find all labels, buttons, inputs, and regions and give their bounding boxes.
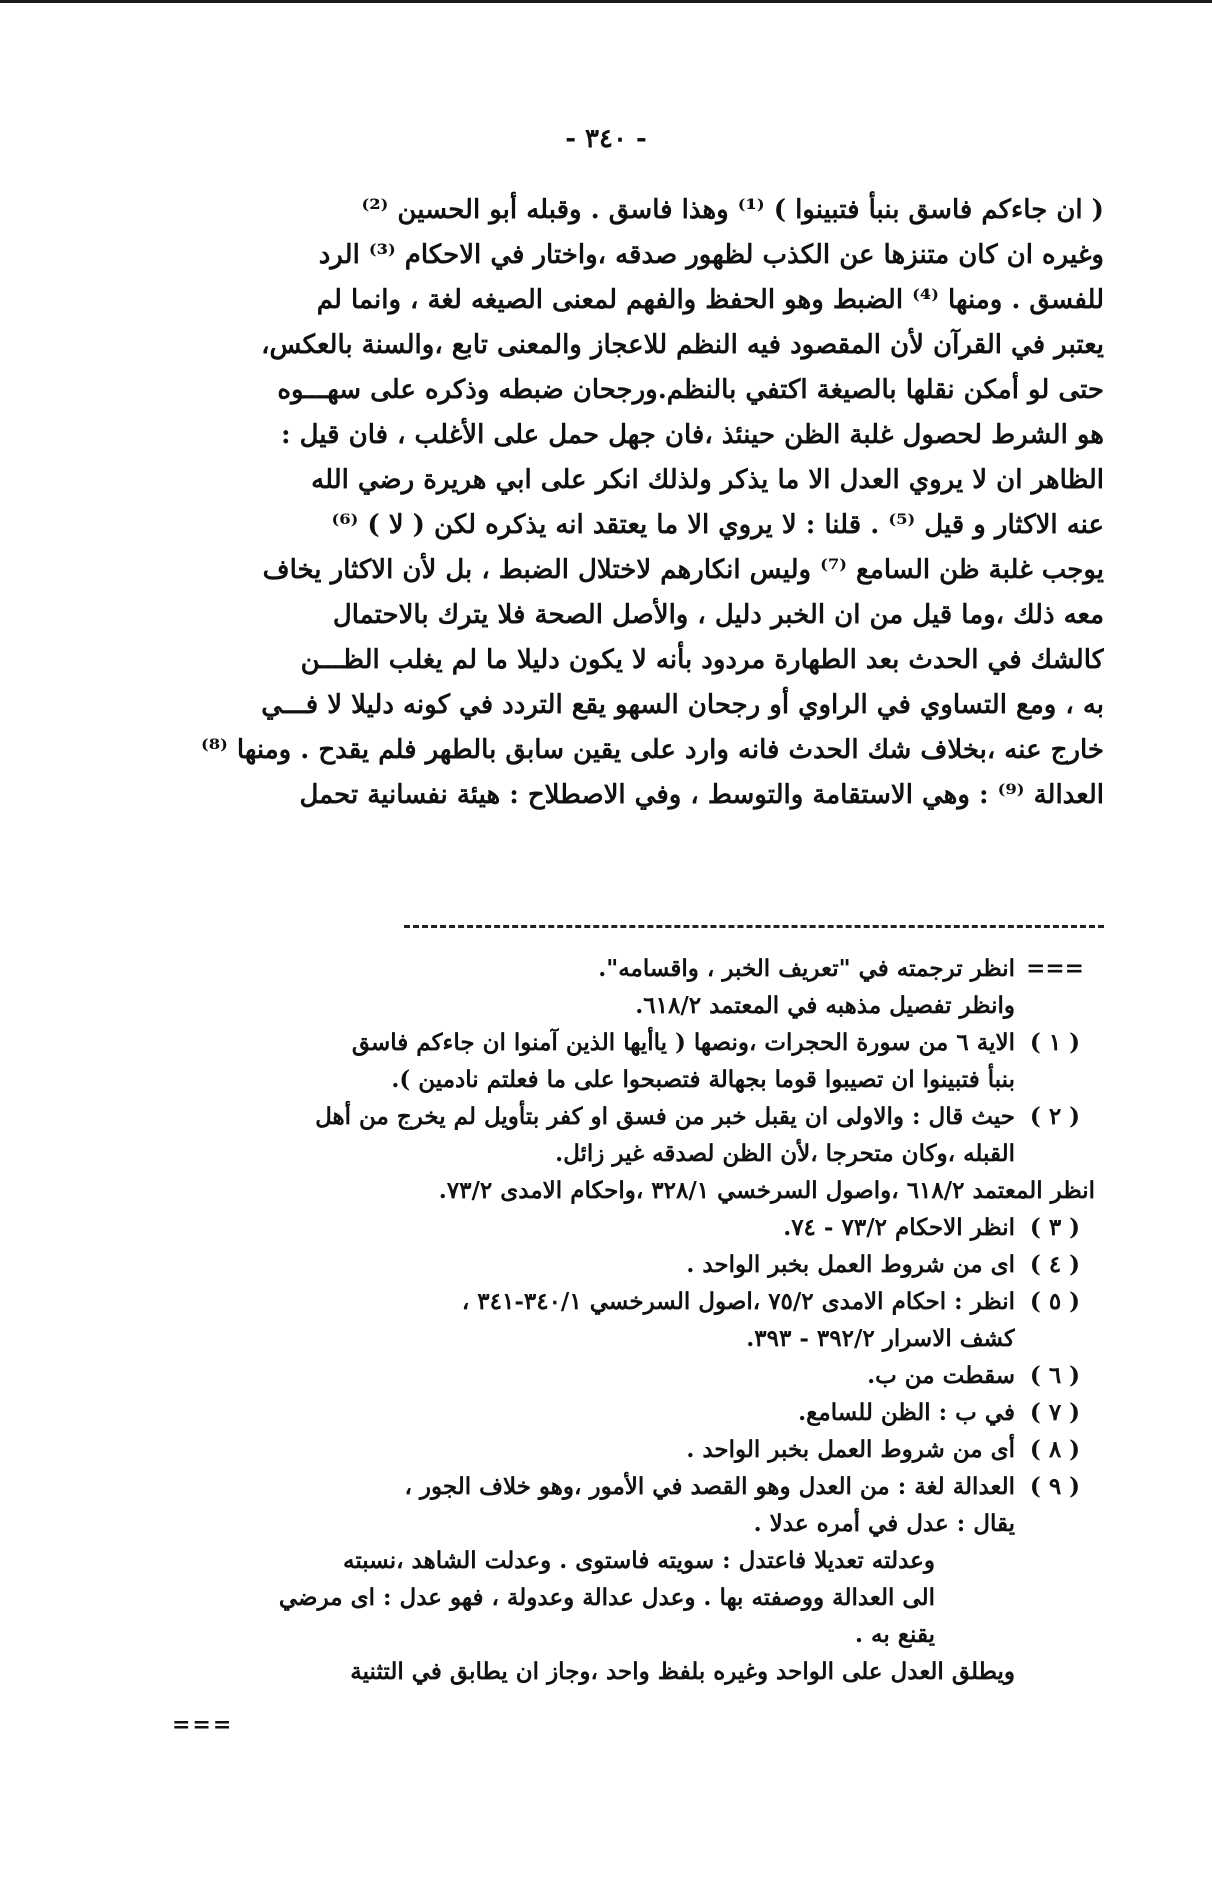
- continuation-mark: ===: [172, 1712, 234, 1738]
- body-line: عنه الاكثار و قيل ⁽⁵⁾ . قلنا : لا يروي الا ما يعتقد انه يذكره لكن ( لا ) ⁽⁶⁾: [331, 510, 1104, 540]
- footnote-line: انظر ترجمته في "تعريف الخبر ، واقسامه".: [598, 955, 1015, 982]
- footnote-line: انظر : احكام الامدى ٧٥/٢ ،اصول السرخسي ٣٤٠/١-٣٤١ ،: [461, 1288, 1015, 1315]
- body-line: هو الشرط لحصول غلبة الظن حينئذ ،فان جهل حمل على الأغلب ، فان قيل :: [280, 420, 1104, 450]
- footnote-line: العدالة لغة : من العدل وهو القصد في الأمور ،وهو خلاف الجور ،: [404, 1473, 1015, 1500]
- footnote-item: [135, 1653, 1095, 1690]
- footnote-line: الى العدالة ووصفته بها . وعدل عدالة وعدولة ، فهو عدل : اى مرضي: [278, 1584, 935, 1611]
- footnote-line: يقال : عدل في أمره عدلا .: [753, 1510, 1015, 1537]
- footnote-line: الاية ٦ من سورة الحجرات ،ونصها ( ياأيها الذين آمنوا ان جاءكم فاسق: [351, 1029, 1015, 1056]
- footnote-separator: [404, 925, 1104, 928]
- footnote-line: سقطت من ب.: [867, 1362, 1015, 1389]
- body-line: يعتبر في القرآن لأن المقصود فيه النظم للاعجاز والمعنى تابع ،والسنة بالعكس،: [261, 330, 1104, 360]
- footnote-line: وانظر تفصيل مذهبه في المعتمد ٦١٨/٢.: [635, 992, 1015, 1019]
- body-line: يوجب غلبة ظن السامع ⁽⁷⁾ وليس انكارهم لاختلال الضبط ، بل لأن الاكثار يخاف: [262, 555, 1104, 585]
- footnote-number: ( ١ ): [1029, 1029, 1081, 1056]
- footnote-text: [135, 1431, 1015, 1468]
- body-line: الظاهر ان لا يروي العدل الا ما يذكر ولذلك انكر على ابي هريرة رضي الله: [311, 465, 1104, 495]
- top-edge-line: [0, 0, 1212, 3]
- page-number: - ٣٤٠ -: [565, 124, 647, 154]
- footnote-number: ( ٨ ): [1029, 1436, 1081, 1463]
- footnote-text: [135, 1209, 1015, 1246]
- footnote-item: [135, 1542, 1095, 1653]
- footnote-text: [135, 1357, 1015, 1394]
- footnote-text: [135, 1172, 1095, 1209]
- footnote-item: [135, 1209, 1095, 1246]
- body-line: معه ذلك ،وما قيل من ان الخبر دليل ، والأصل الصحة فلا يترك بالاحتمال: [332, 600, 1104, 630]
- footnote-text: [135, 1394, 1015, 1431]
- body-line: ( ان جاءكم فاسق بنبأ فتبينوا ) ⁽¹⁾ وهذا فاسق . وقبله أبو الحسين ⁽²⁾: [361, 195, 1104, 225]
- footnote-number: ( ٣ ): [1029, 1214, 1081, 1241]
- footnote-item: [135, 1172, 1095, 1209]
- footnote-number: ( ٤ ): [1029, 1251, 1081, 1278]
- footnote-item: [135, 950, 1095, 1024]
- footnote-text: [135, 950, 1015, 1024]
- footnote-line: بنبأ فتبينوا ان تصيبوا قوما بجهالة فتصبحوا على ما فعلتم نادمين ).: [391, 1066, 1015, 1093]
- footnotes-section: [135, 950, 1095, 1690]
- body-line: كالشك في الحدث بعد الطهارة مردود بأنه لا يكون دليلا ما لم يغلب الظـــن: [300, 645, 1104, 675]
- footnote-line: القبله ،وكان متحرجا ،لأن الظن لصدقه غير زائل.: [555, 1140, 1015, 1167]
- footnote-item: [135, 1024, 1095, 1098]
- footnote-item: [135, 1394, 1095, 1431]
- footnote-text: [135, 1468, 1015, 1542]
- footnote-number: ( ٩ ): [1029, 1473, 1081, 1500]
- footnote-line: اى من شروط العمل بخبر الواحد .: [686, 1251, 1015, 1278]
- footnote-item: [135, 1357, 1095, 1394]
- footnote-item: [135, 1283, 1095, 1357]
- footnote-item: [135, 1431, 1095, 1468]
- footnote-number: ( ٧ ): [1029, 1399, 1081, 1426]
- footnote-line: أى من شروط العمل بخبر الواحد .: [686, 1436, 1015, 1463]
- footnote-number: ( ٦ ): [1029, 1362, 1081, 1389]
- body-line: للفسق . ومنها ⁽⁴⁾ الضبط وهو الحفظ والفهم لمعنى الصيغه لغة ، وانما لم: [316, 285, 1104, 315]
- footnote-line: يقنع به .: [855, 1621, 935, 1648]
- footnote-line: حيث قال : والاولى ان يقبل خبر من فسق او كفر بتأويل لم يخرج من أهل: [315, 1103, 1015, 1130]
- footnote-item: [135, 1468, 1095, 1542]
- footnote-line: ويطلق العدل على الواحد وغيره بلفظ واحد ،وجاز ان يطابق في التثنية: [350, 1658, 1015, 1685]
- footnote-text: [135, 1098, 1015, 1172]
- footnote-line: وعدلته تعديلا فاعتدل : سويته فاستوى . وعدلت الشاهد ،نسبته: [343, 1547, 935, 1574]
- body-line: العدالة ⁽⁹⁾ : وهي الاستقامة والتوسط ، وفي الاصطلاح : هيئة نفسانية تحمل: [299, 780, 1104, 810]
- footnote-line: انظر الاحكام ٧٣/٢ - ٧٤.: [783, 1214, 1015, 1241]
- footnote-text: [135, 1283, 1015, 1357]
- body-line: حتى لو أمكن نقلها بالصيغة اكتفي بالنظم.ورجحان ضبطه وذكره على سهـــوه: [277, 375, 1104, 405]
- footnote-line: كشف الاسرار ٣٩٢/٢ - ٣٩٣.: [746, 1325, 1015, 1352]
- footnote-item: [135, 1246, 1095, 1283]
- footnote-line: انظر المعتمد ٦١٨/٢ ،واصول السرخسي ٣٢٨/١ ،واحكام الامدى ٧٣/٢.: [438, 1177, 1095, 1204]
- footnote-item: [135, 1098, 1095, 1172]
- footnote-text: [135, 1024, 1015, 1098]
- body-line: وغيره ان كان متنزها عن الكذب لظهور صدقه ،واختار في الاحكام ⁽³⁾ الرد: [318, 240, 1104, 270]
- footnote-text: [135, 1653, 1015, 1690]
- body-line: به ، ومع التساوي في الراوي أو رجحان السهو يقع التردد في كونه دليلا لا فـــي: [261, 690, 1104, 720]
- footnote-number: ===: [1026, 955, 1084, 982]
- footnote-text: [135, 1246, 1015, 1283]
- footnote-number: ( ٥ ): [1029, 1288, 1081, 1315]
- footnote-line: في ب : الظن للسامع.: [798, 1399, 1015, 1426]
- main-body-text: [160, 188, 1104, 818]
- footnote-text: [135, 1542, 1015, 1653]
- body-line: خارج عنه ،بخلاف شك الحدث فانه وارد على يقين سابق بالطهر فلم يقدح . ومنها ⁽⁸⁾: [201, 735, 1104, 765]
- footnote-number: ( ٢ ): [1029, 1103, 1081, 1130]
